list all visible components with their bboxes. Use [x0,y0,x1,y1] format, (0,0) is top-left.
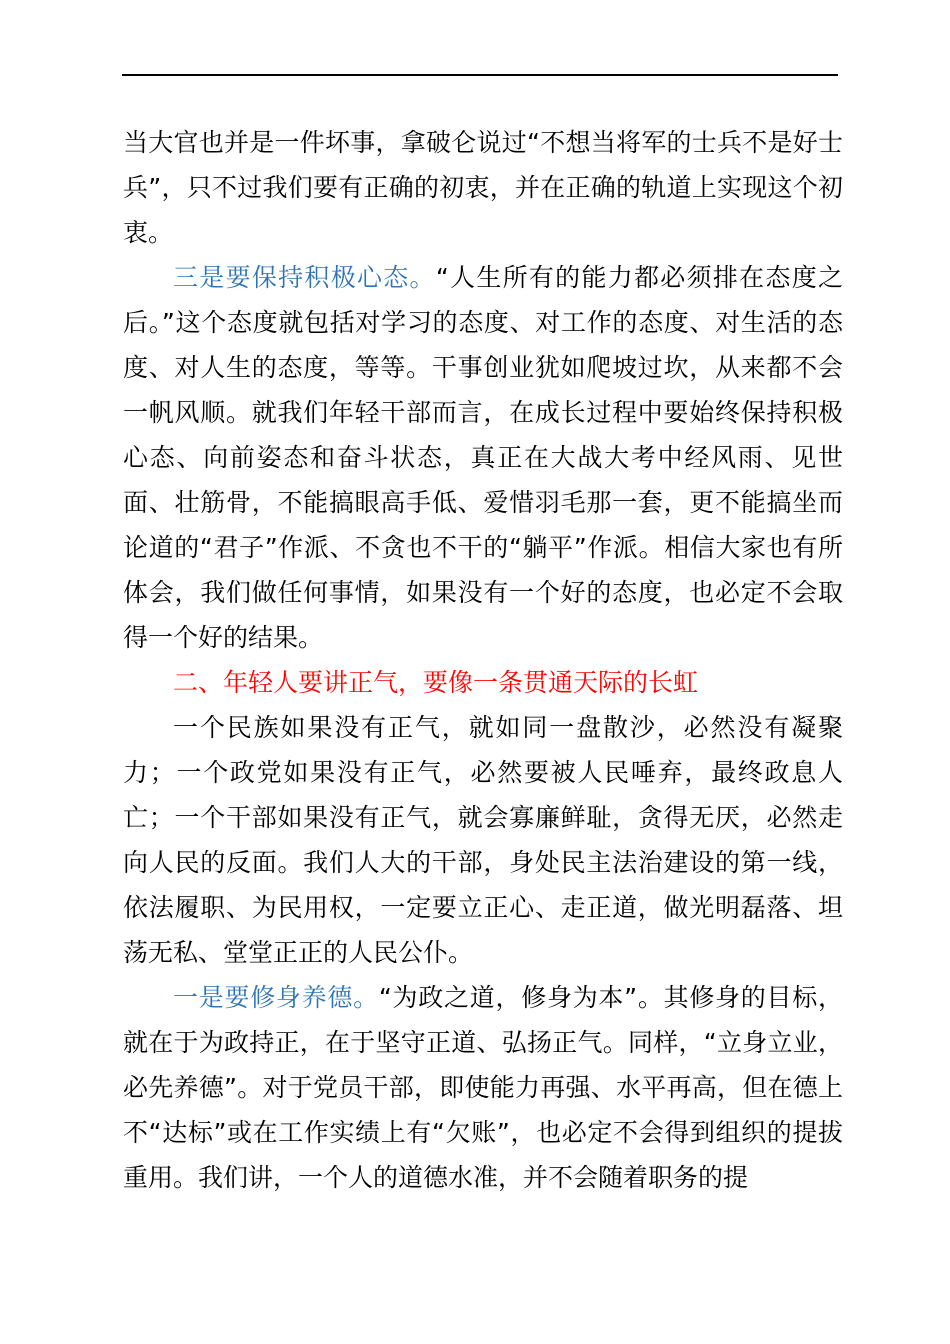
paragraph-righteousness [123,705,843,975]
subheading-lead: 一是要修身养德。 [173,983,379,1012]
paragraph-text: “人生所有的能力都必须排在态度之后。”这个态度就包括对学习的态度、对工作的态度、对生活的态度、对人生的态度，等等。干事创业犹如爬坡过坎，从来都不会一帆风顺。就我们年轻干部而言，在成长过程中要始终保持积极心态、向前姿态和奋斗状态，真正在大战大考中经风雨、见世面、壮筋骨，不能搞眼高手低、爱惜羽毛那一套，更不能搞坐而论道的“君子”作派、不贪也不干的“躺平”作派。相信大家也有所体会，我们做任何事情，如果没有一个好的态度，也必定不会取得一个好的结果。 [123,263,843,652]
paragraph-text: 当大官也并是一件坏事，拿破仑说过“不想当将军的士兵不是好士兵”，只不过我们要有正确的初衷，并在正确的轨道上实现这个初衷。 [123,128,843,247]
section-heading: 二、年轻人要讲正气，要像一条贯通天际的长虹 [173,668,699,697]
paragraph-self-cultivation [123,975,843,1200]
paragraph-text: “为政之道，修身为本”。其修身的目标，就在于为政持正，在于坚守正道、弘扬正气。同样，“立身立业，必先养德”。对于党员干部，即使能力再强、水平再高，但在德上不“达标”或在工作实绩上有“欠账”，也必定不会得到组织的提拔重用。我们讲，一个人的道德水准，并不会随着职务的提 [123,983,843,1192]
header-rule [122,74,838,76]
paragraph-positive-attitude [123,255,843,660]
paragraph-continuation [123,120,843,255]
paragraph-text: 一个民族如果没有正气，就如同一盘散沙，必然没有凝聚力；一个政党如果没有正气，必然要被人民唾弃，最终政息人亡；一个干部如果没有正气，就会寡廉鲜耻，贪得无厌，必然走向人民的反面。我们人大的干部，身处民主法治建设的第一线，依法履职、为民用权，一定要立正心、走正道，做光明磊落、坦荡无私、堂堂正正的人民公仆。 [123,713,843,967]
subheading-lead: 三是要保持积极心态。 [173,263,436,292]
document-body [123,120,843,1200]
